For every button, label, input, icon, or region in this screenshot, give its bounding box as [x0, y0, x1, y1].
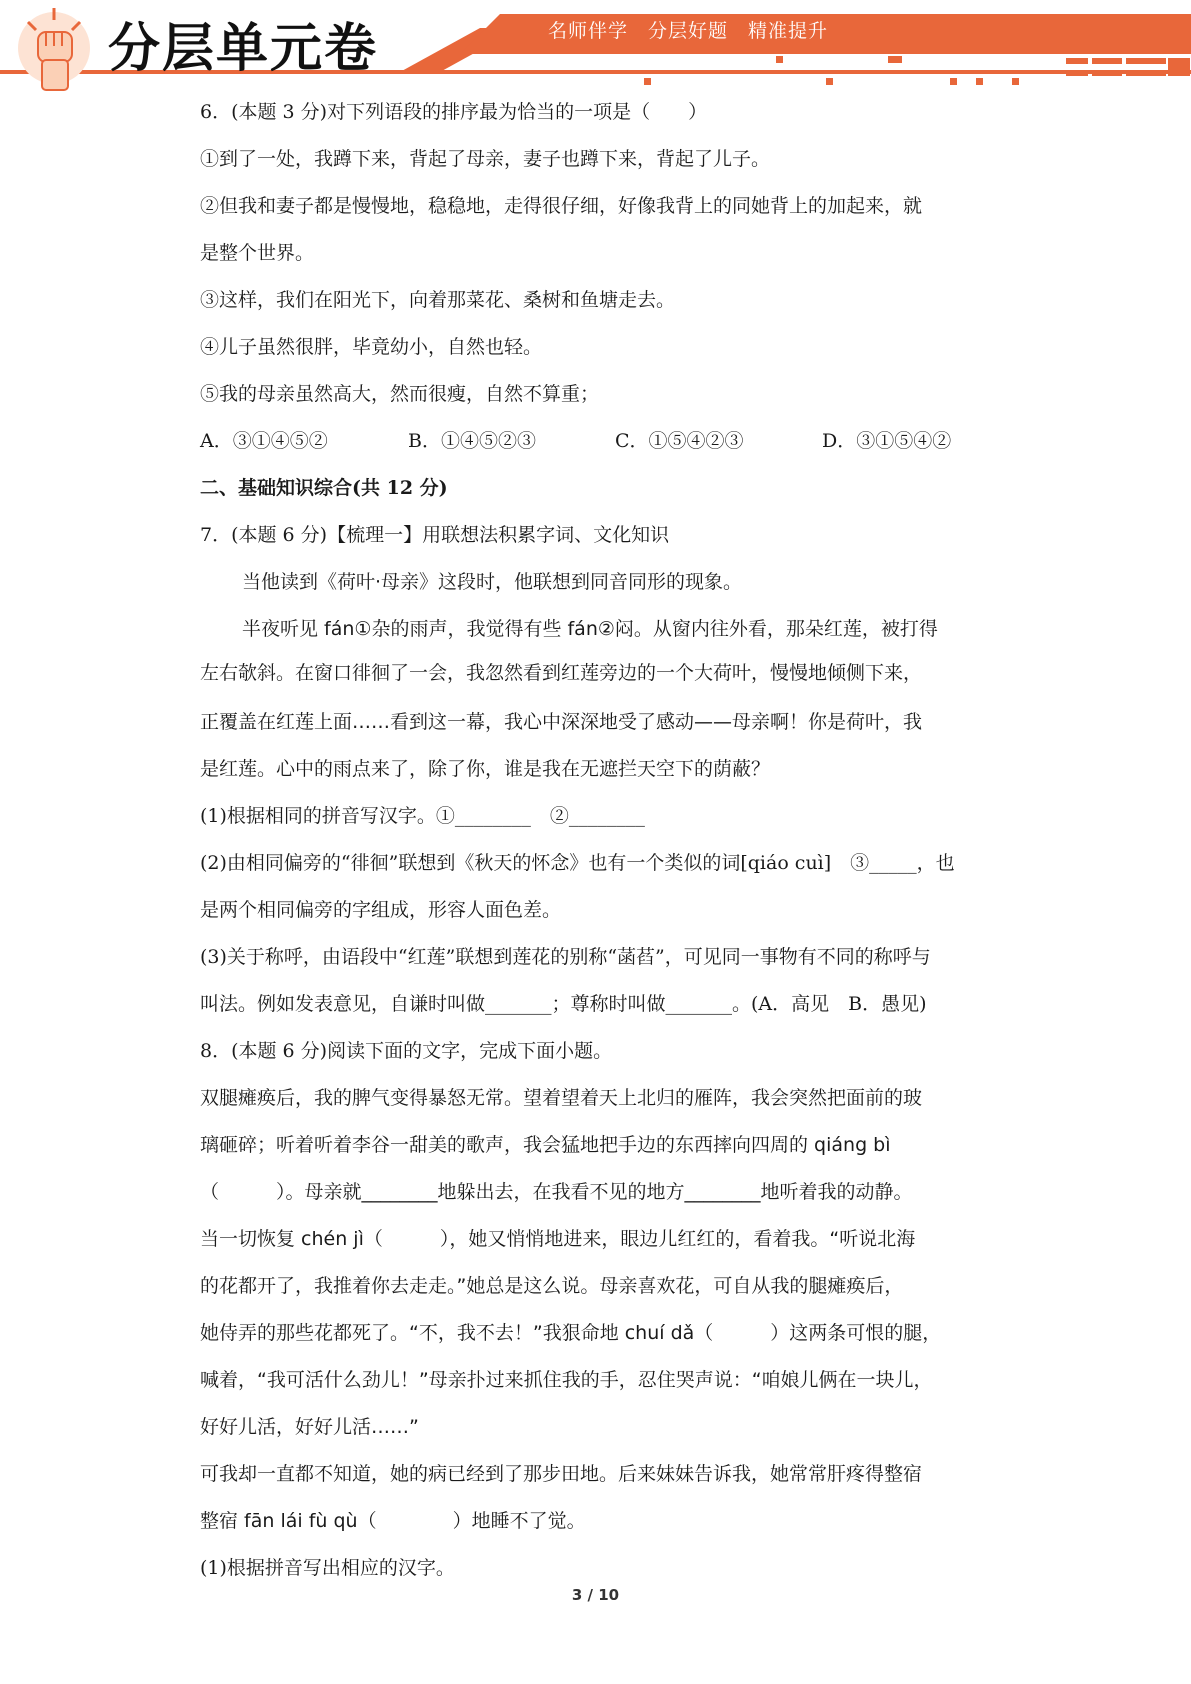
q7-passage-1: 半夜听见 fán①杂的雨声，我觉得有些 fán②闷。从窗内往外看，那朵红莲，被打得 [242, 618, 938, 640]
q8-sub-1: (1)根据拼音写出相应的汉字。 [200, 1557, 455, 1579]
q8-passage-9: 可我却一直都不知道，她的病已经到了那步田地。后来妹妹告诉我，她常常肝疼得整宿 [200, 1463, 923, 1485]
header-dot [1126, 70, 1166, 76]
q6-option-d: D．③①⑤④② [822, 430, 952, 452]
section-heading: 二、基础知识综合(共 12 分) [200, 477, 448, 499]
q6-sentence-4: ④儿子虽然很胖，毕竟幼小，自然也轻。 [200, 336, 543, 358]
header-dot [1092, 70, 1122, 76]
q7-intro: 当他读到《荷叶·母亲》这段时，他联想到同音同形的现象。 [242, 571, 743, 593]
q6-sentence-2a: ②但我和妻子都是慢慢地，稳稳地，走得很仔细，好像我背上的同她背上的加起来，就 [200, 195, 923, 217]
q7-sub-1: (1)根据相同的拼音写汉字。①________ ②________ [200, 805, 645, 827]
q8-passage-8: 好好儿活，好好儿活……” [200, 1416, 419, 1438]
page-header [0, 0, 1191, 95]
q8-passage-10: 整宿 fān lái fù qù（ ）地睡不了觉。 [200, 1510, 586, 1532]
q8-passage-4: 当一切恢复 chén jì（ ），她又悄悄地进来，眼边儿红红的，看着我。“听说北海 [200, 1228, 916, 1250]
header-dot [1066, 70, 1088, 76]
q8-passage-5: 的花都开了，我推着你去走走。”她总是这么说。母亲喜欢花，可自从我的腿瘫痪后， [200, 1275, 904, 1297]
q7-sub-3a: (3)关于称呼，由语段中“红莲”联想到莲花的别称“菡萏”，可见同一事物有不同的称呼与 [200, 946, 931, 968]
header-slogan: 名师伴学 分层好题 精准提升 [548, 20, 829, 42]
q6-sentence-2b: 是整个世界。 [200, 242, 315, 264]
q8-passage-6: 她侍弄的那些花都死了。“不，我不去！”我狠命地 chuí dǎ（ ）这两条可恨的腿， [200, 1322, 942, 1344]
q8-passage-2: 璃砸碎；听着听着李谷一甜美的歌声，我会猛地把手边的东西摔向四周的 qiáng bì [200, 1134, 891, 1156]
q6-sentence-3: ③这样，我们在阳光下，向着那菜花、桑树和鱼塘走去。 [200, 289, 676, 311]
q6-option-a: A．③①④⑤② [200, 430, 328, 452]
q7-sub-2a: (2)由相同偏旁的“徘徊”联想到《秋天的怀念》也有一个类似的词[qiáo cuì] ③_____，也 [200, 852, 955, 874]
q8-passage-7: 喊着，“我可活什么劲儿！”母亲扑过来抓住我的手，忍住哭声说：“咱娘儿俩在一块儿， [200, 1369, 933, 1391]
header-title: 分层单元卷 [108, 19, 379, 79]
q7-sub-3b: 叫法。例如发表意见，自谦时叫做_______；尊称时叫做_______。(A．高见 B．愚见) [200, 993, 927, 1015]
header-dot [1092, 58, 1122, 64]
header-dot [1126, 58, 1166, 64]
q7-stem: 7．(本题 6 分)【梳理一】用联想法积累字词、文化知识 [200, 524, 670, 546]
q8-passage-3: （ ）。母亲就________地躲出去，在我看不见的地方________地听着我的动静。 [200, 1181, 913, 1203]
header-dot [950, 78, 957, 85]
q6-sentence-1: ①到了一处，我蹲下来，背起了母亲，妻子也蹲下来，背起了儿子。 [200, 148, 771, 170]
q7-sub-2b: 是两个相同偏旁的字组成，形容人面色差。 [200, 899, 562, 921]
page-number: 3 / 10 [571, 1586, 620, 1604]
q8-passage-1: 双腿瘫痪后，我的脾气变得暴怒无常。望着望着天上北归的雁阵，我会突然把面前的玻 [200, 1087, 923, 1109]
q8-stem: 8．(本题 6 分)阅读下面的文字，完成下面小题。 [200, 1040, 613, 1062]
header-dot [888, 56, 902, 63]
header-dot [1012, 78, 1019, 85]
q6-sentence-5: ⑤我的母亲虽然高大，然而很瘦，自然不算重； [200, 383, 600, 405]
q6-option-c: C．①⑤④②③ [615, 430, 744, 452]
fist-icon [14, 2, 102, 94]
header-dot [1066, 58, 1088, 64]
q7-passage-3: 正覆盖在红莲上面……看到这一幕，我心中深深地受了感动——母亲啊！你是荷叶，我 [200, 711, 923, 733]
header-dot [826, 78, 833, 85]
q6-option-b: B．①④⑤②③ [408, 430, 536, 452]
q7-passage-4: 是红莲。心中的雨点来了，除了你，谁是我在无遮拦天空下的荫蔽？ [200, 758, 771, 780]
q6-stem: 6．(本题 3 分)对下列语段的排序最为恰当的一项是（ ） [200, 101, 708, 123]
q7-passage-2: 左右欹斜。在窗口徘徊了一会，我忽然看到红莲旁边的一个大荷叶，慢慢地倾侧下来， [200, 662, 923, 684]
header-dot [644, 78, 651, 85]
header-dot [1168, 58, 1190, 76]
header-dot [976, 78, 983, 85]
header-dot [776, 56, 783, 63]
